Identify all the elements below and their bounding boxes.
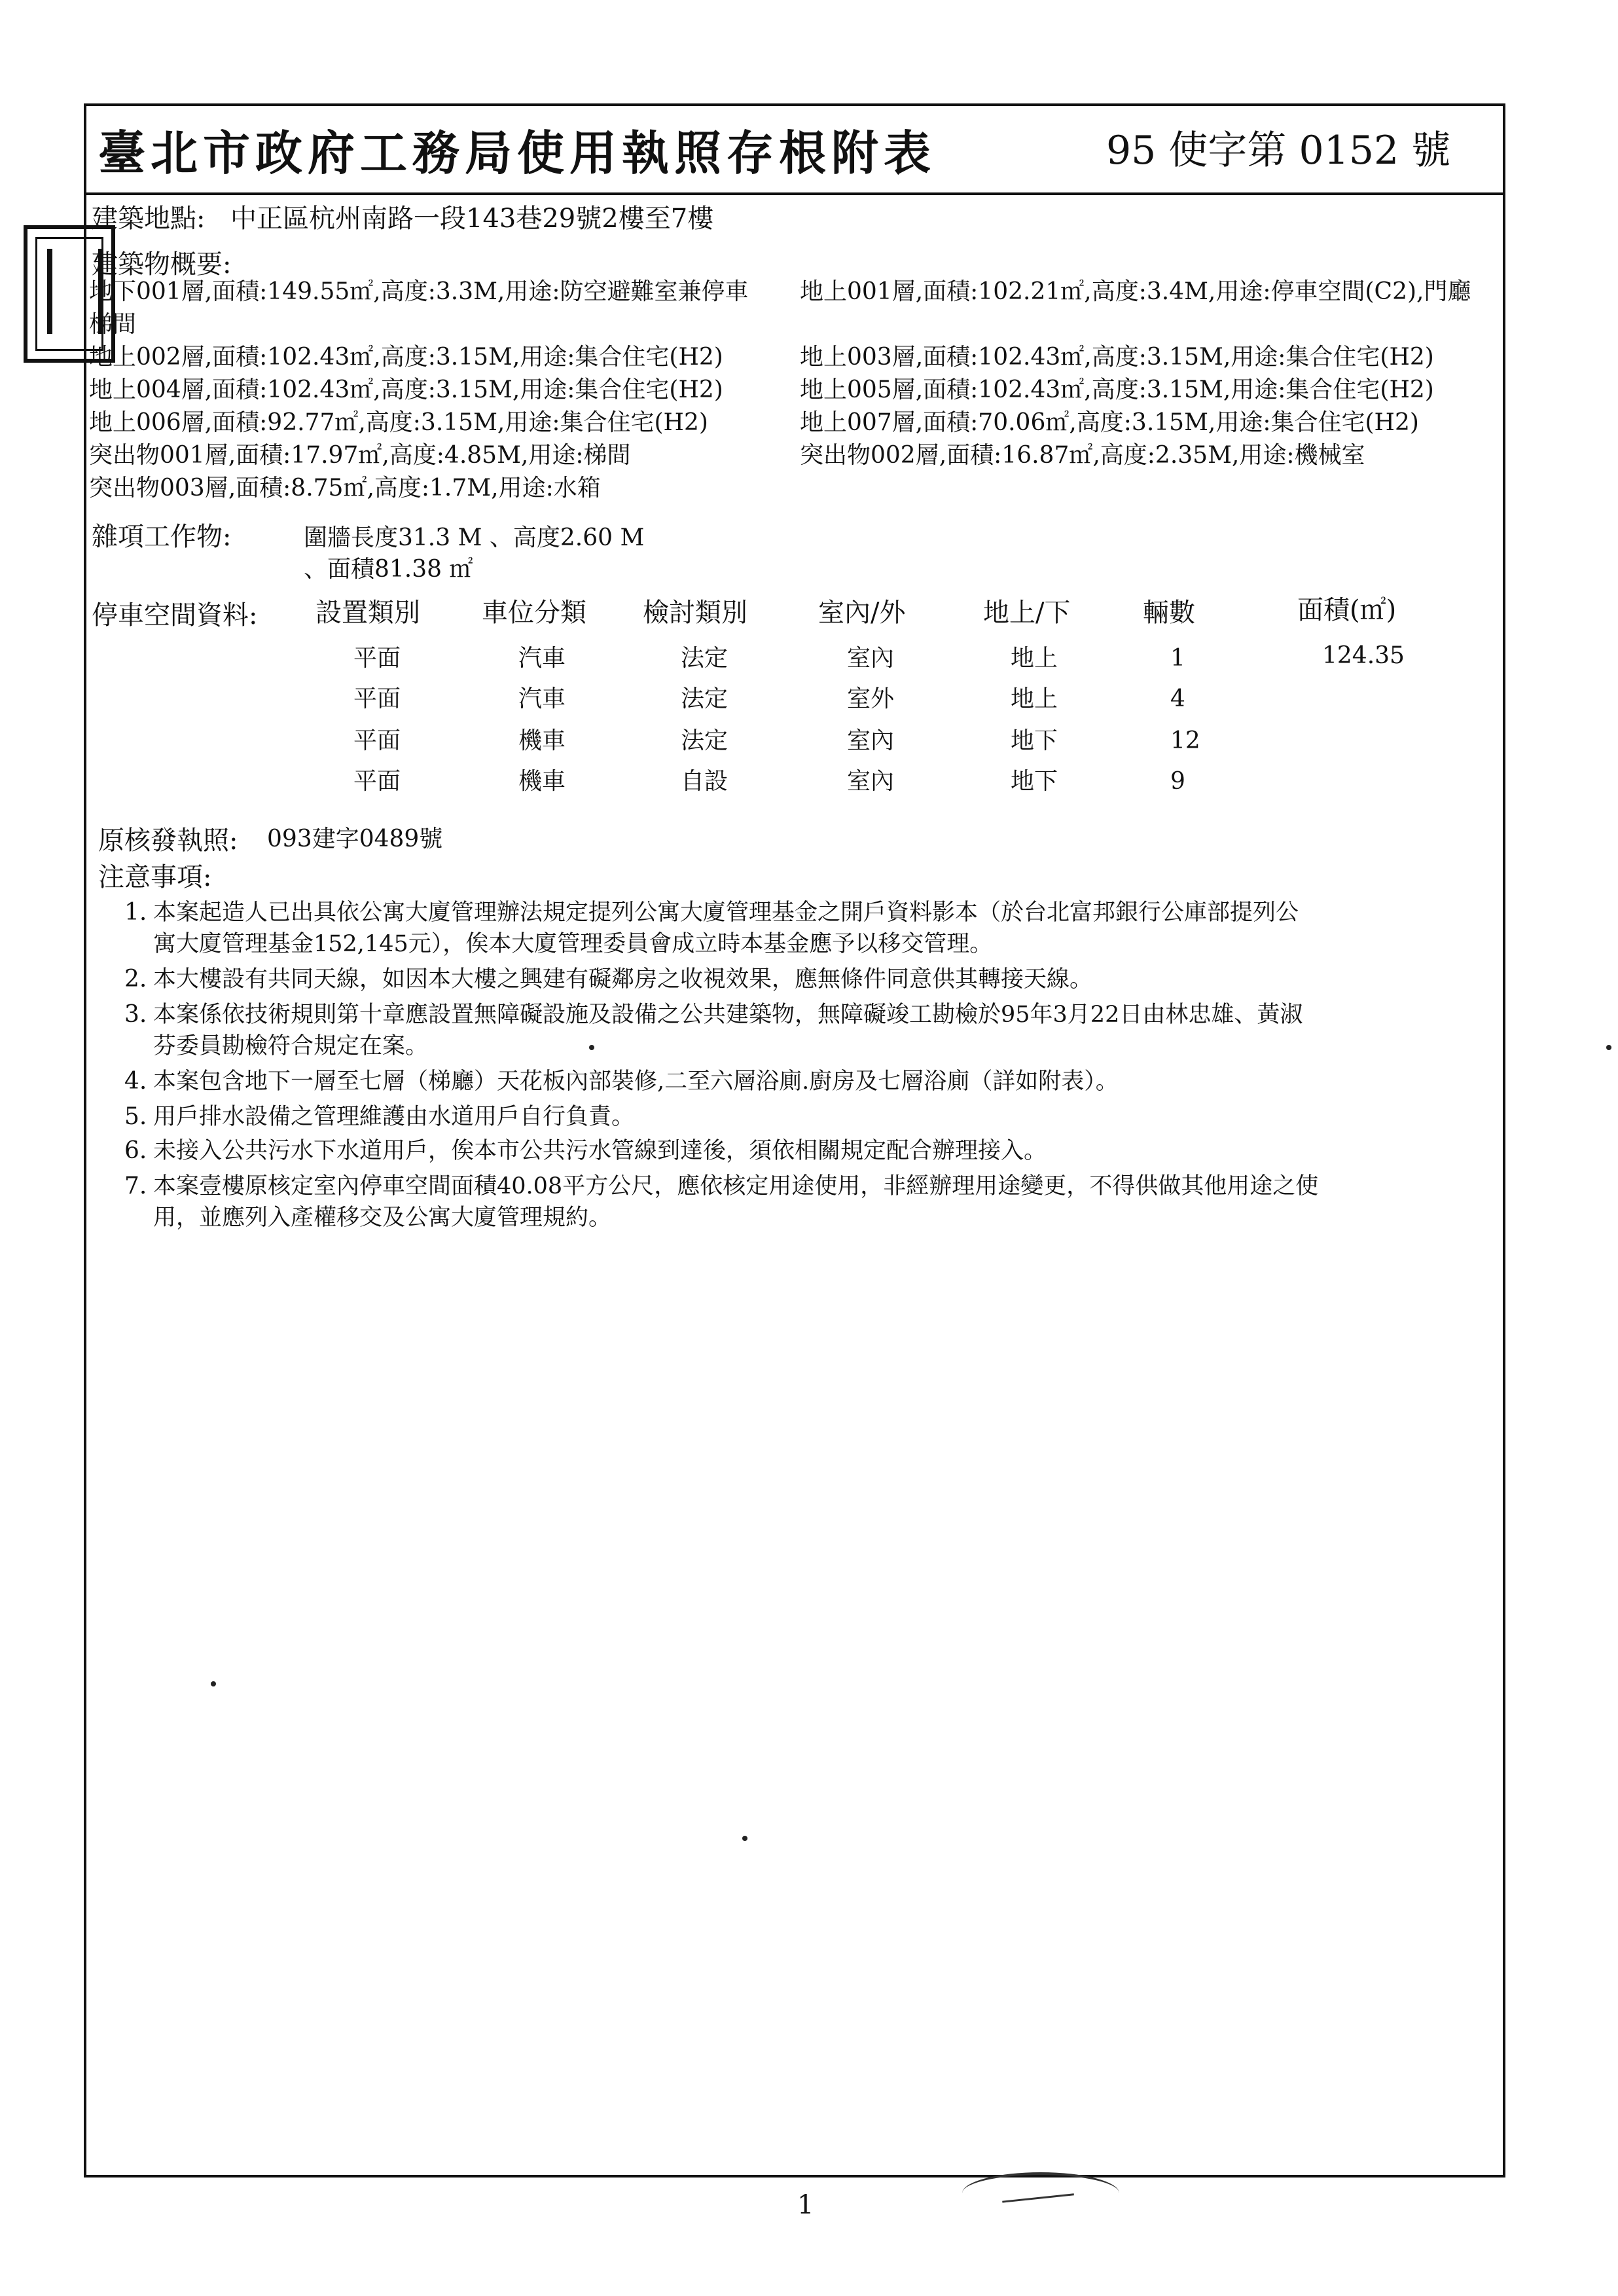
overview-row-6-left: 突出物001層,面積:17.97㎡,高度:4.85M,用途:梯間 [89,442,631,469]
note-7-line-2: 用，並應列入產權移交及公寓大廈管理規約。 [153,1205,612,1231]
bottom-seal-mark [962,2172,1119,2214]
note-3-line-2: 芬委員勘檢符合規定在案。 [153,1033,429,1059]
misc-line-2: 、面積81.38 ㎡ [304,556,473,583]
parking-cell: 地下 [1011,768,1058,795]
parking-cell: 室內 [847,727,895,754]
overview-label: 建築物概要: [92,249,232,280]
note-4-line-1: 本案包含地下一層至七層（梯廳）天花板內部裝修,二至六層浴廁.廚房及七層浴廁（詳如附表）。 [153,1068,1119,1095]
document-title: 臺北市政府工務局使用執照存根附表 [98,125,937,181]
parking-cell: 法定 [681,685,728,712]
note-5-line-1: 用戶排水設備之管理維護由水道用戶自行負責。 [153,1104,635,1130]
page-number: 1 [797,2190,814,2220]
parking-cell: 地下 [1011,727,1058,754]
note-1-line-2: 寓大廈管理基金152,145元），俟本大廈管理委員會成立時本基金應予以移交管理。 [153,931,993,957]
parking-cell: 平面 [353,645,401,672]
scan-speck [211,1681,216,1686]
scan-speck [742,1836,747,1841]
parking-header-level: 地上/下 [983,598,1071,628]
parking-cell: 地上 [1011,685,1058,712]
original-permit-label: 原核發執照: [98,826,238,856]
parking-cell: 平面 [353,727,401,754]
parking-header-indoor: 室內/外 [818,598,906,628]
note-6-number: 6. [124,1137,147,1164]
parking-header-count: 輛數 [1143,598,1195,628]
parking-cell: 機車 [518,727,566,754]
note-7-line-1: 本案壹樓原核定室內停車空間面積40.08平方公尺，應依核定用途使用，非經辦理用途變更，不得供做其他用途之使 [153,1173,1319,1199]
notes-label: 注意事項: [98,862,212,892]
parking-cell: 9 [1170,768,1185,795]
parking-cell: 室內 [847,645,895,672]
parking-cell: 法定 [681,727,728,754]
note-6-line-1: 未接入公共污水下水道用戶，俟本市公共污水管線到達後，須依相關規定配合辦理接入。 [153,1138,1047,1164]
parking-cell: 自設 [681,768,728,795]
overview-row-7-left: 突出物003層,面積:8.75㎡,高度:1.7M,用途:水箱 [89,475,601,501]
parking-header-vehicle: 車位分類 [482,598,586,628]
note-3-line-1: 本案係依技術規則第十章應設置無障礙設施及設備之公共建築物，無障礙竣工勘檢於95年3月22日由林忠雄、黃淑 [153,1002,1303,1028]
overview-row-5-left: 地上006層,面積:92.77㎡,高度:3.15M,用途:集合住宅(H2) [89,409,708,436]
parking-cell: 室外 [847,685,895,712]
address-value: 中正區杭州南路一段143巷29號2樓至7樓 [230,204,714,234]
overview-row-6-right: 突出物002層,面積:16.87㎡,高度:2.35M,用途:機械室 [800,442,1365,469]
parking-cell: 地上 [1011,645,1058,672]
parking-cell: 機車 [518,768,566,795]
overview-row-4-left: 地上004層,面積:102.43㎡,高度:3.15M,用途:集合住宅(H2) [89,376,723,403]
overview-row-4-right: 地上005層,面積:102.43㎡,高度:3.15M,用途:集合住宅(H2) [800,376,1434,403]
note-3-number: 3. [124,1001,147,1028]
parking-cell: 平面 [353,685,401,712]
parking-header-review: 檢討類別 [643,598,747,628]
parking-header-type: 設置類別 [315,598,420,628]
permit-number: 95 使字第 0152 號 [1106,128,1451,173]
original-permit-value: 093建字0489號 [267,826,443,852]
scan-speck [1606,1045,1611,1050]
scan-speck [589,1045,594,1050]
parking-cell: 12 [1170,727,1200,754]
overview-row-3-right: 地上003層,面積:102.43㎡,高度:3.15M,用途:集合住宅(H2) [800,344,1434,371]
parking-cell: 4 [1170,685,1185,712]
parking-cell: 汽車 [518,645,566,672]
overview-row-1-left: 地下001層,面積:149.55㎡,高度:3.3M,用途:防空避難室兼停車 [89,278,749,305]
parking-cell: 法定 [681,645,728,672]
misc-line-1: 圍牆長度31.3 M 、高度2.60 M [304,524,645,551]
note-2-number: 2. [124,966,147,993]
note-1-line-1: 本案起造人已出具依公寓大廈管理辦法規定提列公寓大廈管理基金之開戶資料影本（於台北富邦銀行公庫部提列公 [153,900,1299,926]
parking-label: 停車空間資料: [92,600,258,630]
parking-cell: 汽車 [518,685,566,712]
note-5-number: 5. [124,1103,147,1130]
overview-row-1-right: 地上001層,面積:102.21㎡,高度:3.4M,用途:停車空間(C2),門廳 [800,278,1471,305]
note-2-line-1: 本大樓設有共同天線，如因本大樓之興建有礙鄰房之收視效果，應無條件同意供其轉接天線。 [153,966,1093,993]
address-label: 建築地點: [92,204,206,234]
parking-cell: 124.35 [1322,642,1405,669]
overview-row-2-left: 梯間 [89,311,137,338]
misc-label: 雜項工作物: [92,522,232,552]
parking-cell: 室內 [847,768,895,795]
parking-cell: 1 [1170,645,1185,672]
parking-cell: 平面 [353,768,401,795]
note-7-number: 7. [124,1173,147,1199]
note-1-number: 1. [124,899,147,926]
parking-header-area: 面積(㎡) [1297,595,1397,625]
overview-row-5-right: 地上007層,面積:70.06㎡,高度:3.15M,用途:集合住宅(H2) [800,409,1419,436]
overview-row-3-left: 地上002層,面積:102.43㎡,高度:3.15M,用途:集合住宅(H2) [89,344,723,371]
note-4-number: 4. [124,1068,147,1095]
